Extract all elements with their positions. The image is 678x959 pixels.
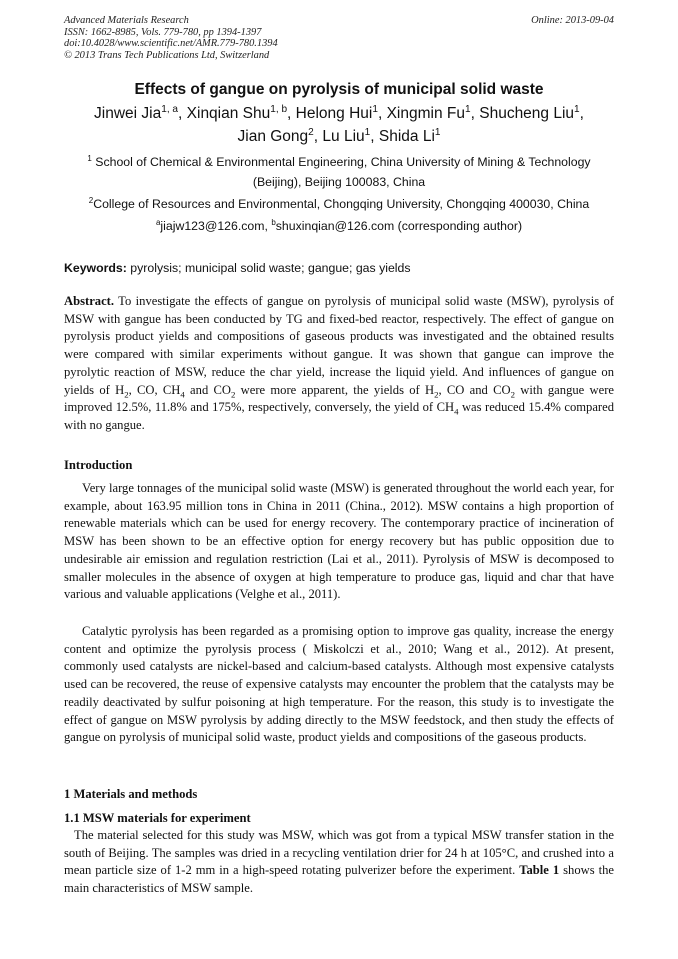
- author-affil-mark: 1: [574, 103, 580, 115]
- author-name: Jian Gong: [237, 128, 309, 145]
- author-name: Shucheng Liu: [479, 105, 575, 122]
- email-address: jiajw123@126.com,: [160, 219, 272, 233]
- author-name: Shida Li: [378, 128, 435, 145]
- intro-paragraph-1: Very large tonnages of the municipal solid waste (MSW) is generated throughout the world each year, for example, about 163.95 million tons in China in 2011 (China., 2012). MSW contains a high proportion of renewable materials which can be used for energy recovery. The contemporary practice of incineration of MSW has been shown to be an effective option for energy recovery but has public opposition due to undesirable air emission and regulation restriction (Lai et al., 2011). Pyrolysis of MSW is decomposed to smaller molecules in the absence of oxygen at high temperature to produce gas, liquid and char that have various and valuable applications (Velghe et al., 2011).: [64, 481, 614, 602]
- online-date: Online: 2013-09-04: [531, 15, 614, 26]
- subscript: 4: [180, 389, 185, 400]
- author-name: Helong Hui: [295, 105, 373, 122]
- doi-line: doi:10.4028/www.scientific.net/AMR.779-780.1394: [64, 38, 278, 50]
- author-affil-mark: 1: [364, 126, 371, 138]
- intro-paragraph-2: Catalytic pyrolysis has been regarded as a promising option to improve gas quality, increase the energy content and optimize the pyrolysis process ( Miskolczi et al., 2010; Wang et al., 2012). At present, commonly used catalysts are nickel-based and calcium-based catalysts. Although most expensive catalysts used can be recovered, the reuse of expensive catalysts may encounter the problem that the catalysts may be readily deactivated by sulfur poisoning at high temperature. For the reason, this study is to investigate the effect of gangue on MSW pyrolysis by adding directly to the MSW feedstock, and then study the effects of gangue on pyrolysis of municipal solid waste, product yields and compositions of the gaseous products.: [64, 624, 614, 745]
- author-affil-mark: 1: [372, 103, 378, 115]
- abstract-text: with gangue were improved 12.5%, 11.8% and 175%, respectively, conversely, the yield of CH: [64, 382, 614, 415]
- email-mark: a: [155, 217, 161, 227]
- methods-paragraph: [64, 827, 614, 898]
- abstract-text: , CO, CH: [128, 382, 181, 397]
- keywords: [64, 260, 614, 277]
- affiliation-mark: 1: [87, 153, 92, 163]
- abstract-text: , CO and CO: [438, 382, 511, 397]
- email-mark: b: [271, 217, 276, 227]
- section-heading-introduction: Introduction: [64, 458, 133, 472]
- subscript: 2: [230, 389, 236, 400]
- affiliation-line: College of Resources and Environmental, Chongqing University, Chongqing 400030, China: [93, 197, 590, 211]
- affiliation-1: [66, 152, 612, 192]
- section-heading-methods: 1 Materials and methods: [64, 787, 198, 801]
- author-affil-mark: 1, a: [161, 103, 179, 115]
- keywords-label: Keywords:: [64, 261, 127, 275]
- email-line: [66, 218, 612, 235]
- abstract-paragraph: [64, 293, 614, 435]
- author-name: Xinqian Shu: [186, 105, 271, 122]
- methods-text: The material selected for this study was MSW, which was got from a typical MSW transfer station in the south of Beijing. The samples was dried in a recycling ventilation drier for 24 h at 105°C, and crushed into a mean particle size of 1-2 mm in a high-speed rotating pulverizer before the experiment.: [64, 828, 614, 878]
- abstract-text: was reduced 15.4% compared with no gangue.: [64, 400, 614, 432]
- author-affil-mark: 2: [308, 126, 314, 138]
- table-reference: Table 1: [519, 863, 560, 878]
- author-list: Jinwei Jia$^{1, a}$, Xinqian Shu$^{1, b}$, Helong Hui$^1$, Xingmin Fu$^1$, Shucheng Liu$^1$, Jian Gong$^2$, Lu Liu$^1$, Shida Li$^1$: [94, 103, 584, 145]
- subscript: 2: [510, 389, 515, 400]
- journal-header: [64, 15, 278, 62]
- abstract-text: To investigate the effects of gangue on pyrolysis of municipal solid waste (MSW), pyrolysis of MSW with gangue has been conducted by TG and fixed-bed reactor, respectively. The effect of gangue on pyrolysis product yields and compositions of gaseous products was investigated and the obtained results were compared with similar experiments without gangue. It was shown that gangue can improve the pyrolytic reaction of MSW, reduce the char yield, increase the liquid yield. And influences of gangue on yields of H: [64, 294, 614, 397]
- affiliation-2: [66, 194, 612, 214]
- abstract-text: were more apparent, the yields of H: [235, 382, 435, 397]
- affiliation-mark: 2: [88, 195, 94, 205]
- author-name: Xingmin Fu: [386, 105, 465, 122]
- abstract-text: and CO: [184, 382, 231, 397]
- journal-name: Advanced Materials Research: [64, 15, 189, 26]
- subscript: 2: [124, 389, 129, 400]
- author-affil-mark: 1: [434, 126, 441, 138]
- issn-line: ISSN: 1662-8985, Vols. 779-780, pp 1394-1397: [64, 26, 262, 38]
- author-name: Lu Liu: [322, 128, 365, 145]
- subscript: 4: [454, 406, 459, 417]
- author-affil-mark: 1, b: [270, 103, 288, 115]
- paper-title: Effects of gangue on pyrolysis of municipal solid waste: [134, 81, 544, 98]
- email-address: shuxinqian@126.com (corresponding author): [275, 219, 523, 233]
- keywords-text: pyrolysis; municipal solid waste; gangue; gas yields: [126, 261, 411, 275]
- subsection-heading-materials: 1.1 MSW materials for experiment: [64, 811, 251, 825]
- subscript: 2: [434, 389, 439, 400]
- copyright-line: © 2013 Trans Tech Publications Ltd, Switzerland: [64, 50, 270, 62]
- author-affil-mark: 1: [465, 103, 471, 115]
- methods-text: shows the main characteristics of MSW sample.: [64, 863, 614, 896]
- abstract-label: Abstract.: [64, 294, 115, 308]
- author-name: Jinwei Jia: [94, 105, 162, 122]
- affiliation-line: School of Chemical & Environmental Engineering, China University of Mining & Technology: [91, 155, 591, 169]
- affiliation-line: (Beijing), Beijing 100083, China: [252, 175, 426, 189]
